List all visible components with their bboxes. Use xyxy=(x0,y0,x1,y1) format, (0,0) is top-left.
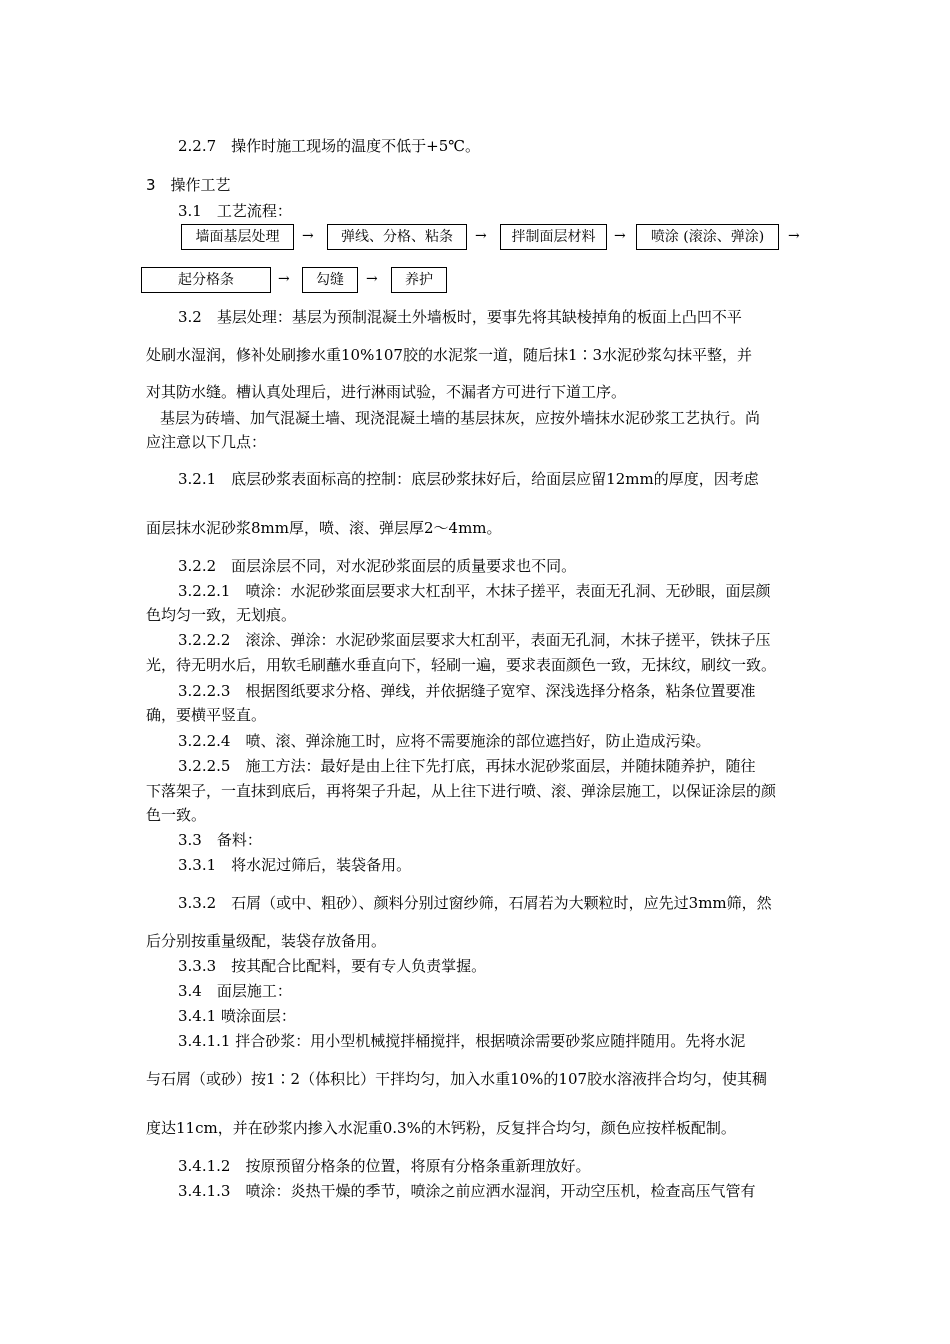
para-3-2-2-5-line3: 色一致。 xyxy=(146,806,207,824)
flow-arrow-icon: → xyxy=(475,228,487,244)
para-3-2-line3: 对其防水缝。槽认真处理后，进行淋雨试验，不漏者方可进行下道工序。 xyxy=(146,383,627,401)
para-3-4-1: 3.4.1 喷涂面层： xyxy=(178,1007,296,1025)
flow-step-5: 起分格条 xyxy=(141,267,271,293)
para-3-4-1-3: 3.4.1.3 喷涂：炎热干燥的季节，喷涂之前应洒水湿润，开动空压机，检查高压气管有 xyxy=(178,1182,756,1200)
para-3-2-2-2-line2: 光，待无明水后，用软毛刷蘸水垂直向下，轻刷一遍，要求表面颜色一致，无抹纹，刷纹一致。 xyxy=(146,656,777,674)
para-3-2-2-3-line2: 确，要横平竖直。 xyxy=(146,706,267,724)
flow-arrow-icon: → xyxy=(366,271,378,287)
flow-step-1: 墙面基层处理 xyxy=(181,224,294,250)
para-3-3-1: 3.3.1 将水泥过筛后，装袋备用。 xyxy=(178,856,412,874)
flow-arrow-icon: → xyxy=(302,228,314,244)
para-3-2-2-1-line2: 色均匀一致，无划痕。 xyxy=(146,606,297,624)
para-3-2-line4: 基层为砖墙、加气混凝土墙、现浇混凝土墙的基层抹灰，应按外墙抹水泥砂浆工艺执行。尚 xyxy=(160,409,761,427)
para-3-2-line2: 处刷水湿润，修补处刷掺水重10%107胶的水泥浆一道，随后抹1∶3水泥砂浆勾抹平整，并 xyxy=(146,346,753,364)
para-3-4-1-1-line2: 与石屑（或砂）按1∶2（体积比）干拌均匀，加入水重10%的107胶水溶液拌合均匀，使其稠 xyxy=(146,1070,768,1088)
para-2-2-7: 2.2.7 操作时施工现场的温度不低于+5℃。 xyxy=(178,137,481,155)
para-3-3-2-line2: 后分别按重量级配，装袋存放备用。 xyxy=(146,932,387,950)
para-3-2-line1: 3.2 基层处理：基层为预制混凝土外墙板时，要事先将其缺棱掉角的板面上凸凹不平 xyxy=(178,308,742,326)
para-3-3-3: 3.3.3 按其配合比配料，要有专人负责掌握。 xyxy=(178,957,487,975)
flow-step-4: 喷涂 (滚涂、弹涂) xyxy=(636,224,779,250)
flow-arrow-icon: → xyxy=(278,271,290,287)
flow-arrow-icon: → xyxy=(788,228,800,244)
para-3-4: 3.4 面层施工： xyxy=(178,982,292,1000)
para-3-4-1-1-line1: 3.4.1.1 拌合砂浆：用小型机械搅拌桶搅拌，根据喷涂需要砂浆应随拌随用。先将水泥 xyxy=(178,1032,746,1050)
para-3-2-2-4: 3.2.2.4 喷、滚、弹涂施工时，应将不需要施涂的部位遮挡好，防止造成污染。 xyxy=(178,732,711,750)
para-3-3: 3.3 备料： xyxy=(178,831,262,849)
para-3-1: 3.1 工艺流程： xyxy=(178,202,292,220)
para-3-2-2-2-line1: 3.2.2.2 滚涂、弹涂：水泥砂浆面层要求大杠刮平，表面无孔洞，木抹子搓平，铁抹子压 xyxy=(178,631,771,649)
para-3-3-2-line1: 3.3.2 石屑（或中、粗砂）、颜料分别过窗纱筛，石屑若为大颗粒时，应先过3mm筛，然 xyxy=(178,894,772,912)
para-3-2-1-line1: 3.2.1 底层砂浆表面标高的控制：底层砂浆抹好后，给面层应留12mm的厚度，因考虑 xyxy=(178,470,759,488)
para-3-2-2-3-line1: 3.2.2.3 根据图纸要求分格、弹线，并依据缝子宽窄、深浅选择分格条，粘条位置要准 xyxy=(178,682,756,700)
para-3-2-2: 3.2.2 面层涂层不同，对水泥砂浆面层的质量要求也不同。 xyxy=(178,557,577,575)
para-3-2-line5: 应注意以下几点： xyxy=(146,433,267,451)
section-3-heading: 3 操作工艺 xyxy=(146,176,231,194)
para-3-2-2-5-line1: 3.2.2.5 施工方法：最好是由上往下先打底，再抹水泥砂浆面层，并随抹随养护，随往 xyxy=(178,757,756,775)
para-3-2-2-1-line1: 3.2.2.1 喷涂：水泥砂浆面层要求大杠刮平，木抹子搓平，表面无孔洞、无砂眼，面层颜 xyxy=(178,582,771,600)
para-3-4-1-2: 3.4.1.2 按原预留分格条的位置，将原有分格条重新理放好。 xyxy=(178,1157,591,1175)
para-3-4-1-1-line3: 度达11cm，并在砂浆内掺入水泥重0.3%的木钙粉，反复拌合均匀，颜色应按样板配制。 xyxy=(146,1119,736,1137)
flow-arrow-icon: → xyxy=(614,228,626,244)
flow-step-6: 勾缝 xyxy=(302,267,358,293)
flow-step-3: 拌制面层材料 xyxy=(500,224,607,250)
para-3-2-2-5-line2: 下落架子，一直抹到底后，再将架子升起，从上往下进行喷、滚、弹涂层施工，以保证涂层的颜 xyxy=(146,782,777,800)
flow-step-7: 养护 xyxy=(391,267,447,293)
flow-step-2: 弹线、分格、粘条 xyxy=(327,224,467,250)
para-3-2-1-line2: 面层抹水泥砂浆8mm厚，喷、滚、弹层厚2～4mm。 xyxy=(146,519,502,537)
